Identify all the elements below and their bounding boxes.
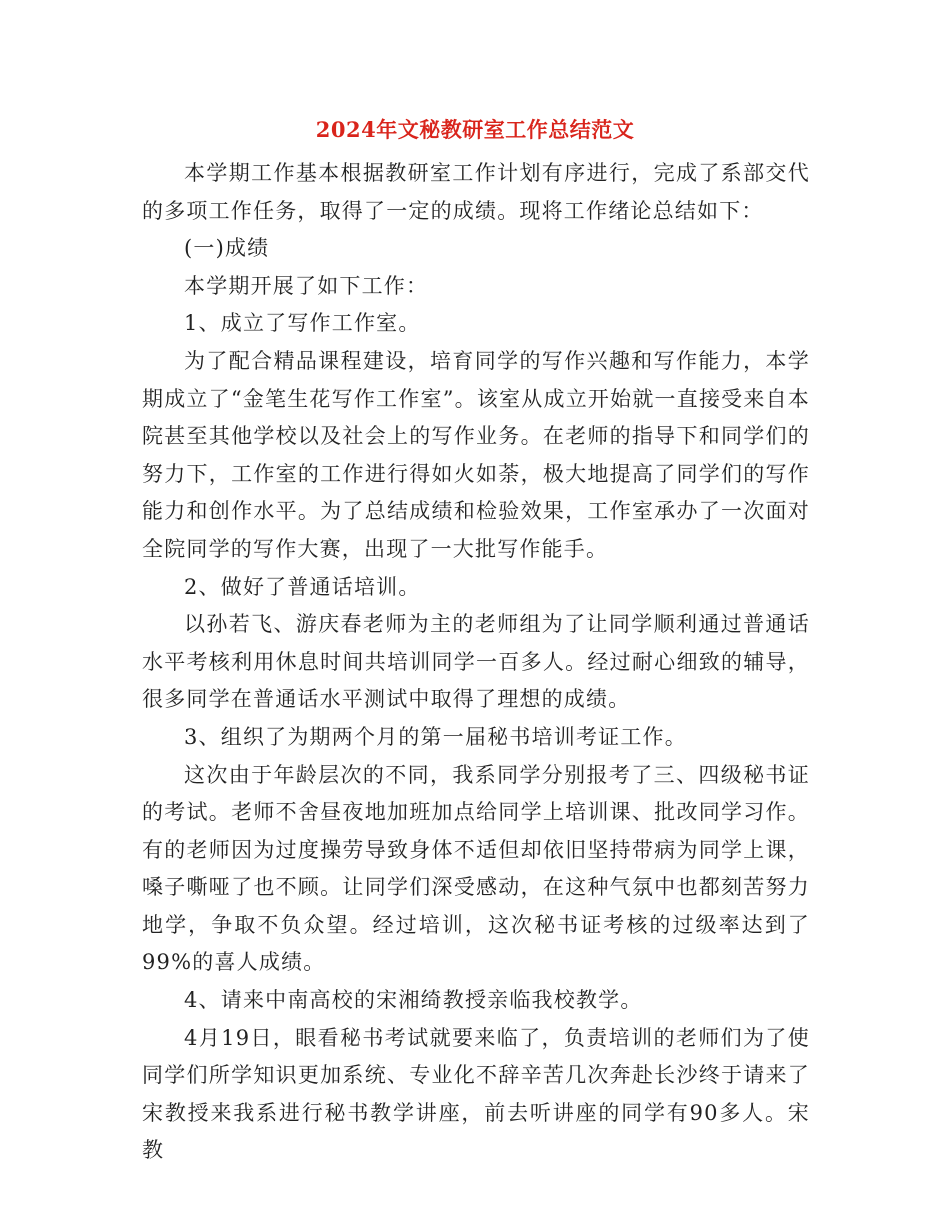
- item-heading-4: 4、请来中南高校的宋湘绮教授亲临我校教学。: [184, 988, 643, 1013]
- paragraph-item-1: 为了配合精品课程建设，培育同学的写作兴趣和写作能力，本学期成立了“金笔生花写作工作室”。该室从成立开始就一直接受来自本院甚至其他学校以及社会上的写作业务。在老师的指导下和同学们的努力下，工作室的工作进行得如火如荼，极大地提高了同学们的写作能力和创作水平。为了总结成绩和检验效果，工作室承办了一次面对全院同学的写作大赛，出现了一大批写作能手。: [142, 348, 810, 561]
- document-body: [142, 155, 810, 1170]
- item-heading-2: 2、做好了普通话培训。: [184, 574, 421, 599]
- paragraph-lead-in: 本学期开展了如下工作：: [184, 273, 429, 298]
- paragraph-item-2: 以孙若飞、游庆春老师为主的老师组为了让同学顺利通过普通话水平考核利用休息时间共培训同学一百多人。经过耐心细致的辅导，很多同学在普通话水平测试中取得了理想的成绩。: [142, 612, 810, 712]
- paragraph-intro: 本学期工作基本根据教研室工作计划有序进行，完成了系部交代的多项工作任务，取得了一定的成绩。现将工作绪论总结如下：: [142, 161, 810, 223]
- paragraph-item-4: 4月19日，眼看秘书考试就要来临了，负责培训的老师们为了使同学们所学知识更加系统、专业化不辞辛苦几次奔赴长沙终于请来了宋教授来我系进行秘书教学讲座，前去听讲座的同学有90多人。宋教: [142, 1025, 810, 1163]
- section-heading-achievements: (一)成绩: [184, 236, 270, 261]
- document-title: 2024年文秘教研室工作总结范文: [315, 117, 635, 142]
- paragraph-item-3: 这次由于年龄层次的不同，我系同学分别报考了三、四级秘书证的考试。老师不舍昼夜地加班加点给同学上培训课、批改同学习作。有的老师因为过度操劳导致身体不适但却依旧坚持带病为同学上课，嗓子嘶哑了也不顾。让同学们深受感动，在这种气氛中也都刻苦努力地学，争取不负众望。经过培训，这次秘书证考核的过级率达到了99%的喜人成绩。: [142, 762, 810, 975]
- item-heading-1: 1、成立了写作工作室。: [184, 311, 421, 336]
- item-heading-3: 3、组织了为期两个月的第一届秘书培训考证工作。: [184, 724, 687, 749]
